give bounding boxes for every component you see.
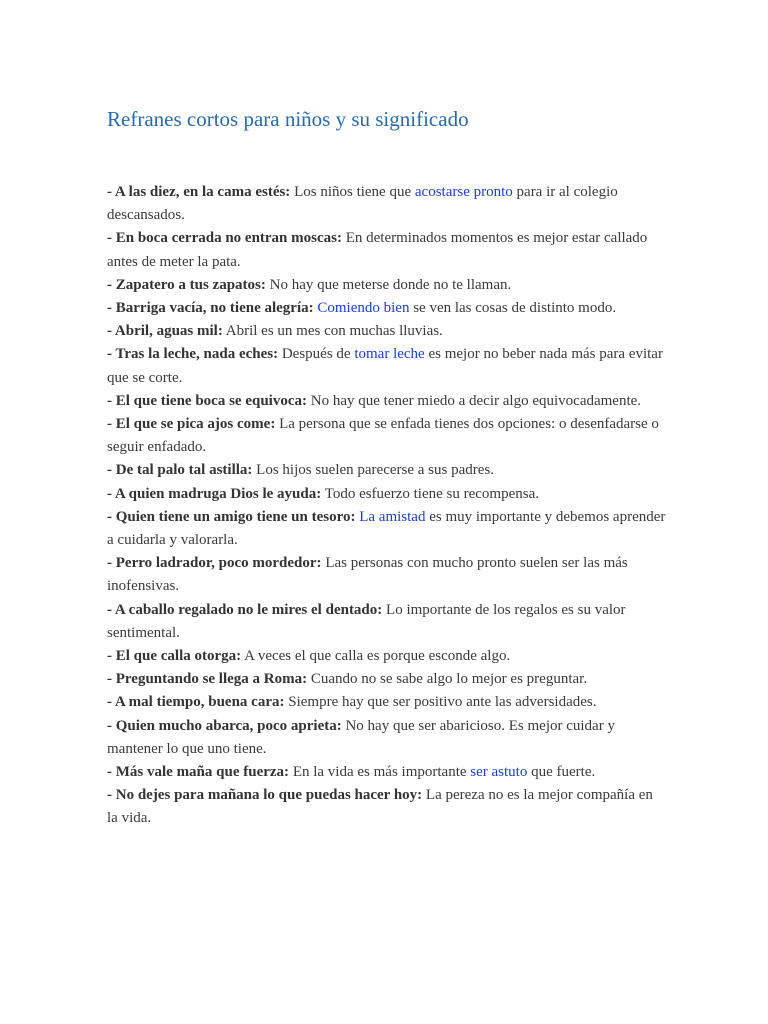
proverb-meaning: En determinados momentos es mejor estar callado antes de meter la pata. [107, 230, 648, 270]
inline-link[interactable]: acostarse pronto [414, 184, 513, 200]
proverb-item [107, 668, 667, 691]
proverb-meaning: La pereza no es la mejor compañía en la vida. [107, 787, 653, 827]
proverb-meaning: Cuando no se sabe algo lo mejor es preguntar. [307, 671, 588, 688]
proverb-lead: - Preguntando se llega a Roma: [107, 671, 308, 688]
proverb-lead: - A las diez, en la cama estés: [107, 184, 291, 200]
proverb-item [107, 227, 667, 273]
proverb-item [107, 715, 667, 761]
proverb-meaning: No hay que tener miedo a decir algo equivocadamente. [307, 392, 642, 409]
proverb-item [107, 343, 667, 389]
proverb-lead: - Zapatero a tus zapatos: [107, 276, 266, 293]
proverb-meaning-continued: para ir al colegio descansados. [107, 184, 618, 224]
proverb-item [107, 761, 667, 784]
proverb-lead: - A mal tiempo, buena cara: [107, 694, 285, 711]
proverb-item [107, 297, 667, 320]
proverb-meaning: Siempre hay que ser positivo ante las adversidades. [284, 694, 597, 711]
proverb-lead: - Abril, aguas mil: [107, 323, 223, 340]
proverb-lead: - El que se pica ajos come: [107, 416, 276, 433]
proverb-meaning: No hay que meterse donde no te llaman. [265, 276, 512, 293]
proverb-item [107, 599, 667, 645]
proverb-meaning: Los hijos suelen parecerse a sus padres. [252, 462, 494, 479]
proverb-meaning-continued: se ven las cosas de distinto modo. [409, 300, 617, 317]
proverb-meaning: La persona que se enfada tienes dos opciones: o desenfadarse o seguir enfadado. [107, 416, 659, 456]
proverb-item [107, 320, 667, 343]
proverb-lead: - A caballo regalado no le mires el dentado: [107, 601, 383, 618]
proverb-meaning: Todo esfuerzo tiene su recompensa. [321, 485, 539, 502]
proverb-lead: - Barriga vacía, no tiene alegría: [107, 300, 314, 317]
proverb-meaning: A veces el que calla es porque esconde algo. [241, 648, 511, 665]
proverb-meaning: Los niños tiene que [290, 184, 415, 200]
proverb-lead: - El que calla otorga: [107, 648, 242, 665]
proverb-lead: - De tal palo tal astilla: [107, 462, 253, 479]
page-title: Refranes cortos para niños y su significado [107, 107, 469, 131]
proverb-item [107, 390, 667, 413]
inline-link[interactable]: ser astuto [470, 764, 528, 781]
proverb-list [107, 181, 667, 831]
proverb-lead: - Más vale maña que fuerza: [107, 764, 290, 781]
proverb-lead: - En boca cerrada no entran moscas: [107, 230, 342, 247]
proverb-item [107, 181, 667, 227]
inline-link[interactable]: Comiendo bien [317, 300, 410, 317]
proverb-meaning-continued: es mejor no beber nada más para evitar que se corte. [107, 346, 663, 386]
proverb-lead: - Tras la leche, nada eches: [107, 346, 279, 363]
proverb-lead: - Quien tiene un amigo tiene un tesoro: [107, 508, 356, 525]
document-page [107, 105, 667, 827]
proverb-lead: - Perro ladrador, poco mordedor: [107, 555, 322, 572]
proverb-item [107, 483, 667, 506]
proverb-meaning: Las personas con mucho pronto suelen ser las más inofensivas. [107, 555, 628, 595]
proverb-item [107, 459, 667, 482]
proverb-item [107, 506, 667, 552]
proverb-meaning: No hay que ser abaricioso. Es mejor cuidar y mantener lo que uno tiene. [107, 717, 615, 757]
proverb-meaning: Después de [278, 346, 355, 363]
proverb-item [107, 645, 667, 668]
proverb-meaning: Lo importante de los regalos es su valor sentimental. [107, 601, 626, 641]
proverb-meaning: Abril es un mes con muchas lluvias. [222, 323, 443, 340]
inline-link[interactable]: La amistad [359, 508, 426, 525]
proverb-lead: - A quien madruga Dios le ayuda: [107, 485, 322, 502]
proverb-lead: - Quien mucho abarca, poco aprieta: [107, 717, 342, 734]
proverb-item [107, 784, 667, 830]
inline-link[interactable]: tomar leche [354, 346, 425, 363]
proverb-item [107, 691, 667, 714]
proverb-item [107, 552, 667, 598]
proverb-item [107, 274, 667, 297]
proverb-meaning-continued: es muy importante y debemos aprender a cuidarla y valorarla. [107, 508, 666, 549]
proverb-meaning: En la vida es más importante [289, 764, 471, 781]
proverb-lead: - El que tiene boca se equivoca: [107, 392, 307, 409]
proverb-lead: - No dejes para mañana lo que puedas hacer hoy: [107, 787, 423, 804]
proverb-meaning-continued: que fuerte. [527, 764, 596, 781]
proverb-item [107, 413, 667, 459]
